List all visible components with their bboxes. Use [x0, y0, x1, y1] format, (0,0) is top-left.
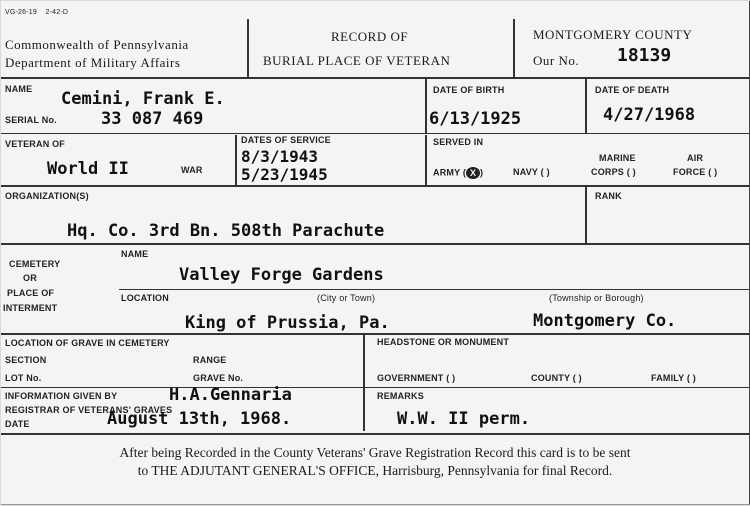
organization-label: ORGANIZATION(S) — [5, 191, 89, 201]
veteran-of-label: VETERAN OF — [5, 139, 66, 149]
cemetery-name-value: Valley Forge Gardens — [179, 265, 384, 285]
city-value: King of Prussia, Pa. — [185, 313, 390, 333]
rule-grave — [1, 387, 749, 388]
serial-value: 33 087 469 — [101, 109, 204, 129]
rank-label: RANK — [595, 191, 622, 201]
city-label: (City or Town) — [317, 293, 376, 303]
header-divider-left — [247, 19, 249, 77]
grave-no-label: GRAVE No. — [193, 373, 244, 383]
form-code-number: VG-26-19 — [5, 9, 37, 16]
burial-record-card — [1, 1, 750, 505]
birth-value: 6/13/1925 — [429, 109, 522, 129]
location-label: LOCATION — [121, 293, 169, 303]
remarks-value: W.W. II perm. — [397, 409, 531, 429]
birth-label: DATE OF BIRTH — [433, 85, 505, 95]
air-force-option: FORCE ( ) — [673, 167, 718, 177]
our-no-value: 18139 — [617, 45, 672, 66]
footer-line1: After being Recorded in the County Veterans' Grave Registration Record this card is to be sent — [119, 445, 631, 460]
registrar-label: REGISTRAR OF VETERANS' GRAVES — [5, 405, 173, 415]
divider-grave-headstone — [363, 335, 365, 431]
service-label: DATES OF SERVICE — [241, 135, 331, 145]
remarks-label: REMARKS — [377, 391, 424, 401]
war-label: WAR — [181, 165, 203, 175]
service-end: 5/23/1945 — [241, 165, 328, 184]
cemetery-label-3: PLACE OF — [7, 288, 55, 298]
rule-service — [1, 185, 749, 187]
death-label: DATE OF DEATH — [595, 85, 670, 95]
divider-name-birth — [425, 79, 427, 133]
service-start: 8/3/1943 — [241, 147, 319, 166]
form-date-code: 2-42-D — [45, 9, 69, 16]
info-date-value: August 13th, 1968. — [107, 409, 292, 429]
rule-name — [1, 133, 749, 134]
family-option: FAMILY ( ) — [651, 373, 697, 383]
rule-cemetery — [1, 333, 749, 335]
rule-info — [1, 433, 749, 435]
navy-option: NAVY ( ) — [513, 167, 550, 177]
cemetery-label-2: OR — [23, 273, 37, 283]
record-title-line2: BURIAL PLACE OF VETERAN — [263, 53, 451, 68]
government-option: GOVERNMENT ( ) — [377, 373, 456, 383]
rule-cemetery-name — [119, 289, 749, 290]
county-option: COUNTY ( ) — [531, 373, 582, 383]
cemetery-name-label: NAME — [121, 249, 149, 259]
army-mark: X — [466, 167, 480, 179]
veteran-of-value: World II — [47, 159, 129, 179]
given-by-label: INFORMATION GIVEN BY — [5, 391, 118, 401]
township-label: (Township or Borough) — [549, 293, 644, 303]
form-code — [5, 9, 68, 16]
cemetery-label-4: INTERMENT — [3, 303, 58, 313]
air-line1: AIR — [687, 153, 704, 163]
lot-label: LOT No. — [5, 373, 42, 383]
name-label: NAME — [5, 84, 33, 94]
range-label: RANGE — [193, 355, 227, 365]
agency-line1: Commonwealth of Pennsylvania — [5, 37, 189, 52]
township-value: Montgomery Co. — [533, 311, 677, 331]
death-value: 4/27/1968 — [603, 105, 696, 125]
county-name: MONTGOMERY COUNTY — [533, 27, 693, 42]
organization-value: Hq. Co. 3rd Bn. 508th Parachute — [67, 221, 385, 241]
served-in-label: SERVED IN — [433, 137, 484, 147]
name-value: Cemini, Frank E. — [61, 89, 225, 109]
info-date-label: DATE — [5, 419, 30, 429]
footer-line2: to THE ADJUTANT GENERAL'S OFFICE, Harrisburg, Pennsylvania for final Record. — [137, 463, 613, 478]
divider-birth-death — [585, 79, 587, 133]
army-option — [433, 167, 483, 179]
agency-line2: Department of Military Affairs — [5, 55, 181, 70]
divider-veteran-service — [235, 135, 237, 187]
divider-org-rank — [585, 187, 587, 243]
grave-location-label: LOCATION OF GRAVE IN CEMETERY — [5, 338, 170, 348]
given-by-value: H.A.Gennaria — [169, 385, 292, 405]
rule-header — [1, 77, 749, 79]
record-title-line1: RECORD OF — [331, 29, 409, 44]
army-label: ARMY ( — [433, 167, 467, 178]
serial-label: SERIAL No. — [5, 115, 57, 125]
cemetery-label-1: CEMETERY — [9, 259, 61, 269]
header-divider-right — [513, 19, 515, 77]
marine-option: CORPS ( ) — [591, 167, 636, 177]
divider-service-served — [425, 135, 427, 187]
army-close: ) — [480, 167, 484, 178]
headstone-label: HEADSTONE OR MONUMENT — [377, 337, 510, 347]
section-label: SECTION — [5, 355, 47, 365]
rule-organization — [1, 243, 749, 245]
marine-line1: MARINE — [599, 153, 636, 163]
our-no-label: Our No. — [533, 53, 580, 68]
